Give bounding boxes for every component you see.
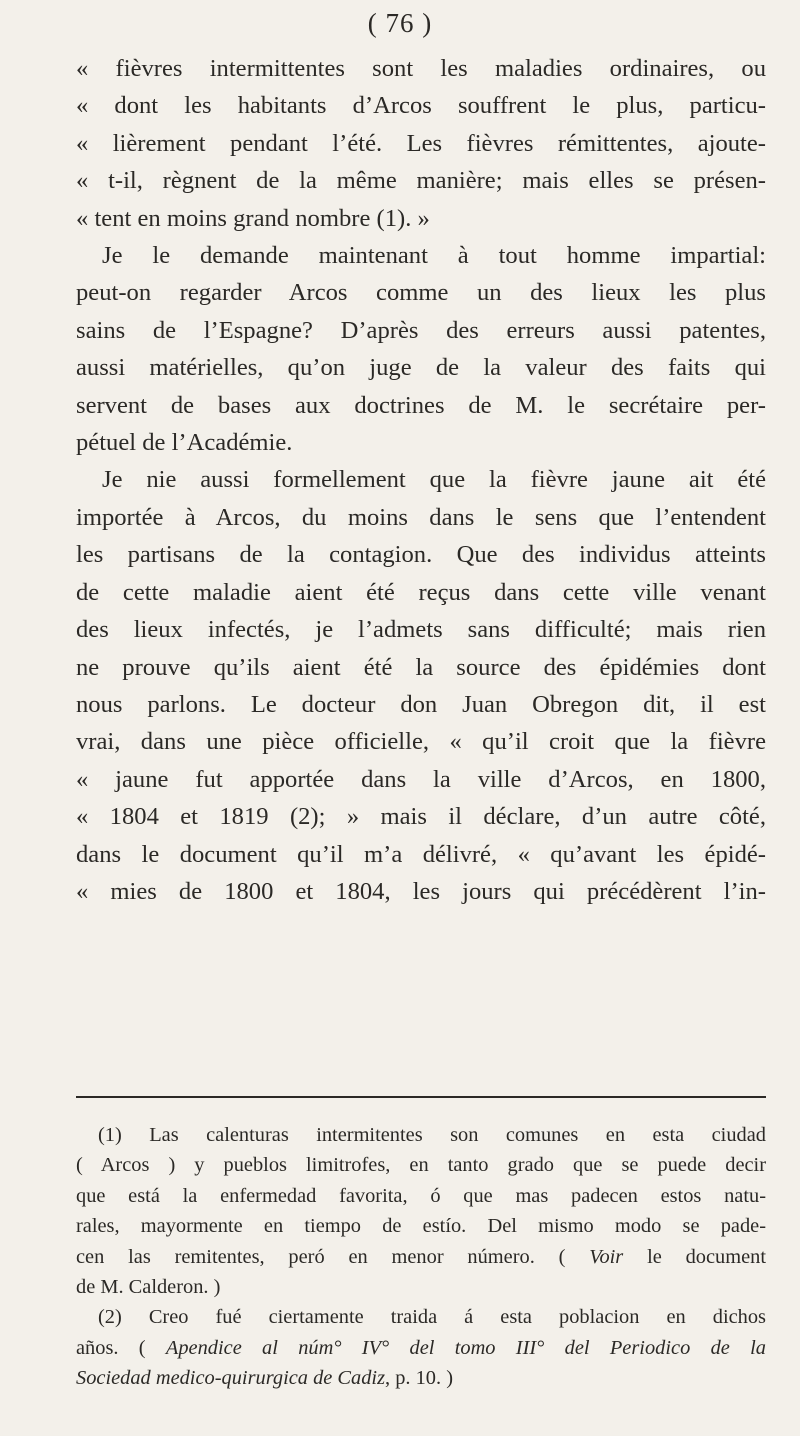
text-line: sains de l’Espagne? D’après des erreurs aussi patentes, — [76, 316, 766, 344]
footnote-italic: Apendice al núm° IV° del tomo III° del Periodico de la — [165, 1336, 766, 1359]
footnotes — [76, 1120, 766, 1394]
text-line: « mies de 1800 et 1804, les jours qui précédèrent l’in- — [76, 877, 766, 905]
text-line: aussi matérielles, qu’on juge de la valeur des faits qui — [76, 354, 766, 382]
main-text — [76, 50, 766, 910]
text-line: dans le document qu’il m’a délivré, « qu’avant les épidé- — [76, 840, 766, 868]
text-line: de cette maladie aient été reçus dans cette ville venant — [76, 578, 766, 606]
text-line: « dont les habitants d’Arcos souffrent le plus, particu- — [76, 92, 766, 120]
footnote-line — [76, 1242, 766, 1272]
text-line: « fièvres intermittentes sont les maladies ordinaires, ou — [76, 55, 766, 82]
text-line: importée à Arcos, du moins dans le sens que l’entendent — [76, 503, 766, 531]
text-line: peut-on regarder Arcos comme un des lieux les plus — [76, 279, 766, 307]
text-line: « jaune fut apportée dans la ville d’Arcos, en 1800, — [76, 765, 766, 793]
footnote-line: (2) Creo fué ciertamente traida á esta poblacion en dichos — [98, 1306, 766, 1329]
page-number: ( 76 ) — [367, 8, 433, 38]
footnote-text: le document — [623, 1245, 766, 1268]
footnote-line: que está la enfermedad favorita, ó que mas padecen estos natu- — [76, 1184, 766, 1207]
footnote-italic: Voir — [589, 1245, 624, 1268]
footnote-text: , p. 10. ) — [385, 1367, 453, 1390]
footnote-line — [76, 1333, 766, 1363]
footnote-line: ( Arcos ) y pueblos limitrofes, en tanto grado que se puede decir — [76, 1154, 766, 1177]
text-line: « tent en moins grand nombre (1). » — [76, 204, 430, 232]
footnote-italic: Sociedad medico-quirurgica de Cadiz — [76, 1367, 386, 1390]
footnote-line: (1) Las calenturas intermitentes son comunes en esta ciudad — [98, 1124, 766, 1146]
text-line: « t-il, règnent de la même manière; mais elles se présen- — [76, 167, 766, 195]
text-line: « lièrement pendant l’été. Les fièvres rémittentes, ajoute- — [76, 129, 766, 157]
text-line: nous parlons. Le docteur don Juan Obregon dit, il est — [76, 690, 766, 718]
text-line: Je le demande maintenant à tout homme impartial: — [102, 242, 766, 270]
text-line: servent de bases aux doctrines de M. le secrétaire per- — [76, 391, 766, 419]
footnote-text: años. ( — [76, 1336, 146, 1359]
text-line: « 1804 et 1819 (2); » mais il déclare, d’un autre côté, — [76, 803, 766, 831]
text-line: pétuel de l’Académie. — [76, 429, 293, 457]
footnote-line: de M. Calderon. ) — [76, 1276, 221, 1299]
text-line: Je nie aussi formellement que la fièvre jaune ait été — [102, 466, 766, 494]
text-line: ne prouve qu’ils aient été la source des épidémies dont — [76, 653, 766, 681]
footnote-line: rales, mayormente en tiempo de estío. Del mismo modo se pade- — [76, 1215, 766, 1238]
text-line: vrai, dans une pièce officielle, « qu’il croit que la fièvre — [76, 728, 766, 756]
footnote-text: cen las remitentes, peró en menor número. ( — [76, 1245, 566, 1268]
text-line: des lieux infectés, je l’admets sans difficulté; mais rien — [76, 616, 766, 644]
text-line: les partisans de la contagion. Que des individus atteints — [76, 541, 766, 569]
footnote-line — [76, 1363, 766, 1393]
footnote-divider — [76, 1096, 766, 1098]
